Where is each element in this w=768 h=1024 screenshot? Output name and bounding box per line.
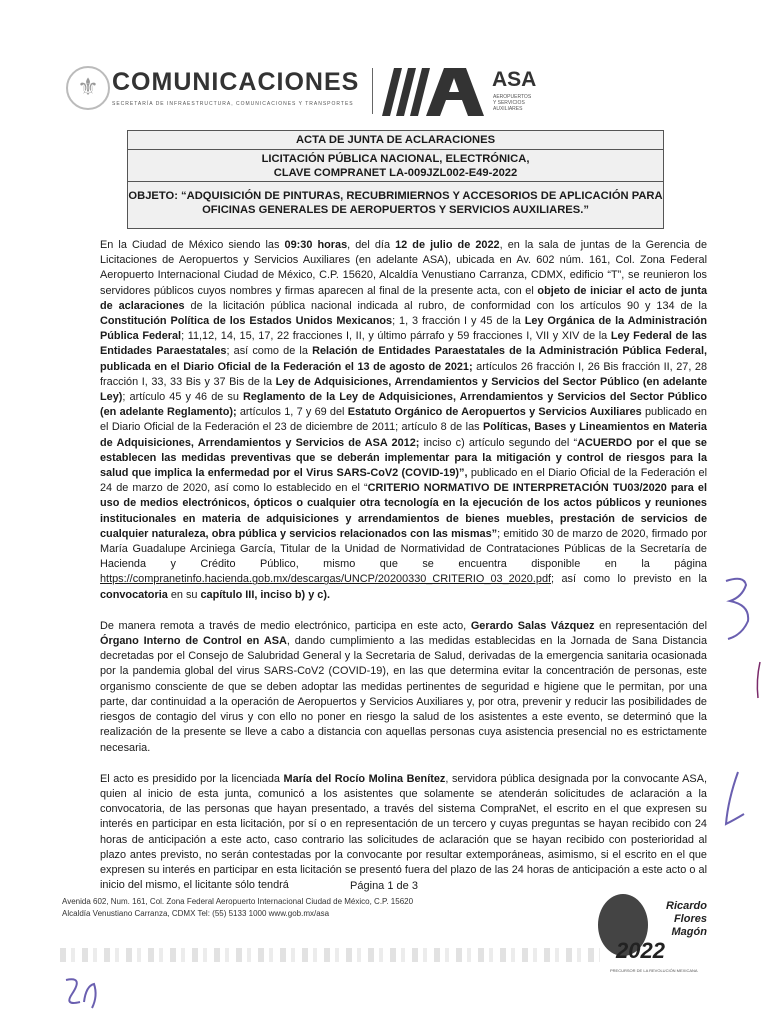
anniversary-name: Ricardo Flores Magón [666,900,707,938]
asa-sub-line: AUXILIARES [493,106,523,112]
title-objeto-cont: OFICINAS GENERALES DE AEROPUERTOS Y SERVICIOS AUXILIARES.” [202,204,589,216]
anniversary-logo [590,888,710,983]
title-acta: ACTA DE JUNTA DE ACLARACIONES [295,134,496,146]
title-row-objeto [128,182,663,227]
title-licitacion: LICITACIÓN PÚBLICA NACIONAL, ELECTRÓNICA, [261,153,530,165]
handwritten-initial-mark [720,770,750,830]
title-row-acta [128,131,663,150]
document-body [100,238,707,905]
footer-line: Avenida 602, Num. 161, Col. Zona Federal Aeropuerto Internacional Ciudad de México, C.P. 15620 [62,897,414,906]
letterhead [60,62,710,122]
handwritten-initial-mark [722,575,758,645]
paragraph-2: De manera remota a través de medio electrónico, participa en este acto, Gerardo Salas Vázquez en representación del Órgano Interno de Control en ASA, dando cumplimiento a las medidas establecidas en la Jornada de Sana Distancia decretadas por el Consejo de Salubridad General y la Secretaria de Salud, derivadas de la emergencia sanitaria ocasionada por la pandemia global del virus SARS-CoV2 (COVID-19), en las que determina evitar la concentración de personas, este organismo consciente de que se deben adoptar las medidas pertinentes de seguridad e higiene que le permitan, por una parte, dar continuidad a la operación de Aeropuertos y Servicios Auxiliares y, por otra, prevenir y reducir las posibilidades de riesgos de contagio del virus y con ello no poner en riesgo la salud de los asistentes a este evento, se determinó que la realización de la presente se lleve a cabo a distancia con aquellas personas cuya asistencia presencial no es estrictamente necesaria. [100,619,707,754]
asa-name: ASA [492,68,537,91]
title-row-licitacion [128,150,663,182]
asa-sub-line: Y SERVICIOS [493,100,525,106]
footer-line: Alcaldía Venustiano Carranza, CDMX Tel: (55) 5133 1000 www.gob.mx/asa [62,909,330,918]
asa-sub-line: AEROPUERTOS [493,94,532,100]
anniversary-year: 2022 [616,938,665,963]
asa-subtitle [493,94,531,112]
handwritten-signature-mark [60,972,104,1016]
paragraph-3: El acto es presidido por la licenciada María del Rocío Molina Benítez, servidora pública designada por la convocante ASA, quien al inicio de esta junta, comunicó a los asistentes que solamente se atenderán solicitudes de aclaración a la convocatoria, de las personas que hayan presentado, a través del sistema CompraNet, el escrito en el que expresen su interés en participar en esta licitación, por sí o en representación de un tercero y cuyas preguntas se hayan recibido con 24 horas de anticipación a este acto, caso contrario las solicitudes de aclaración que se hayan recibido con posterioridad al plazo antes previsto, no serán contestadas por la convocante por resultar extemporáneas, asimismo, si el escrito en el que expresen su interés en participar en esta licitación se presentó fuera del plazo de las 24 horas de anticipación a este acto o al inicio del mismo, el licitante sólo tendrá [100,772,707,892]
criterio-link[interactable]: https://compranetinfo.hacienda.gob.mx/descargas/UNCP/20200330_CRITERIO_03_2020.pdf [100,573,552,586]
asa-logo-icon [382,68,487,116]
decorative-band [60,948,600,962]
logo-divider [372,68,373,114]
title-clave: CLAVE COMPRANET LA-009JZL002-E49-2022 [273,167,518,179]
title-box [127,130,664,229]
handwritten-stroke-mark [752,660,766,700]
paragraph-1: En la Ciudad de México siendo las 09:30 horas, del día 12 de julio de 2022, en la sala de juntas de la Gerencia de Licitaciones de Aeropuertos y Servicios Auxiliares (en adelante ASA), ubicada en Av. 602 núm. 161, Col. Zona Federal Aeropuerto Internacional Ciudad de México, C.P. 15620, Alcaldía Venustiano Carranza, CDMX, edificio “T”, se reunieron los servidores públicos cuyos nombres y firmas aparecen al final de la presente acta, con el objeto de iniciar el acto de junta de aclaraciones de la licitación pública nacional indicada al rubro, de conformidad con los artículos 90 y 134 de la Constitución Política de los Estados Unidos Mexicanos; 1, 3 fracción I y 45 de la Ley Orgánica de la Administración Pública Federal; 11,12, 14, 15, 17, 22 fracciones I, II, y último párrafo y 59 fracciones I, VII y XIV de la Ley Federal de las Entidades Paraestatales; así como de la Relación de Entidades Paraestatales de la Administración Pública Federal, publicada en el Diario Oficial de la Federación el 13 de agosto de 2021; artículos 26 fracción I, 26 Bis fracción II, 27, 28 fracción I, 33, 33 Bis y 37 Bis de la Ley de Adquisiciones, Arrendamientos y Servicios del Sector Público (en adelante Ley); artículo 45 y 46 de su Reglamento de la Ley de Adquisiciones, Arrendamientos y Servicios del Sector Público (en adelante Reglamento); artículos 1, 7 y 69 del Estatuto Orgánico de Aeropuertos y Servicios Auxiliares publicado en el Diario Oficial de la Federación el 23 de diciembre de 2011; artículo 8 de las Políticas, Bases y Lineamientos en Materia de Adquisiciones, Arrendamientos y Servicios de ASA 2012; inciso c) artículo segundo del “ACUERDO por el que se establecen las medidas preventivas que se deberán implementar para la mitigación y control de riesgos para la salud que implica la enfermedad por el Virus SARS-CoV2 (COVID-19)”, publicado en el Diario Oficial de la Federación el 24 de marzo de 2020, así como lo establecido en el “CRITERIO NORMATIVO DE INTERPRETACIÓN TU03/2020 para el uso de medios electrónicos, ópticos o cualquier otra tecnología en la ejecución de los actos públicos y reuniones institucionales en materia de adquisiciones y arrendamientos de bienes muebles, prestación de servicios de cualquier naturaleza, obra pública y servicios relacionados con las mismas”; emitido 30 de marzo de 2020, firmado por María Guadalupe Arciniega García, Titular de la Unidad de Normatividad de Contrataciones Públicas de la Secretaría de Hacienda y Crédito Público, mismo que se encuentra disponible en la página https://compranetinfo.hacienda.gob.mx/descargas/UNCP/20200330_CRITERIO_03_2020.pdf; así como lo previsto en la convocatoria en su capítulo III, inciso b) y c). [100,239,708,601]
title-objeto: OBJETO: “ADQUISICIÓN DE PINTURAS, RECUBRIMIERNOS Y ACCESORIOS DE APLICACIÓN PARA [128,190,663,202]
footer-address [62,896,413,920]
brand-comunicaciones: COMUNICACIONES [112,68,360,96]
national-seal-icon: ⚜ [66,66,110,110]
page-number: Página 1 de 3 [350,880,418,892]
brand-subtitle: SECRETARÍA DE INFRAESTRUCTURA, COMUNICACIONES Y TRANSPORTES [112,101,354,107]
anniversary-tagline: PRECURSOR DE LA REVOLUCIÓN MEXICANA [610,968,698,973]
